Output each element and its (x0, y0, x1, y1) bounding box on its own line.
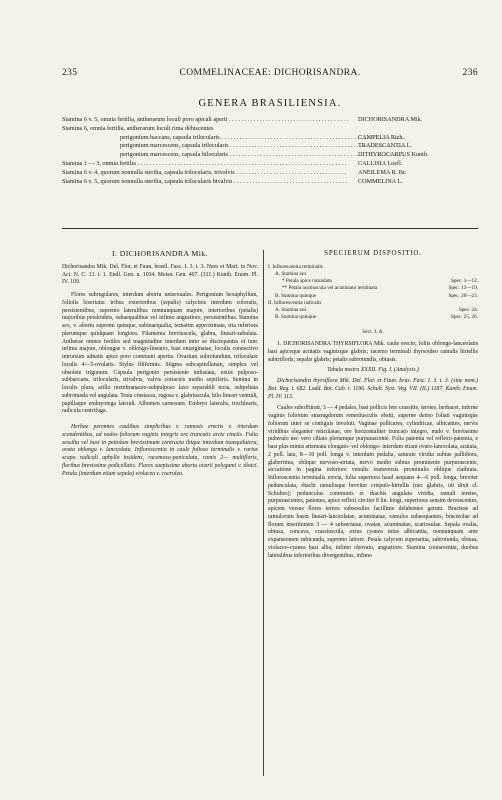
disposition-row (268, 264, 478, 271)
species-heading: 1. DICHORISANDRA THYRSIFLORA Mik. caule erecto; foliis oblongo-lanceolatis basi apiceque acutatis vaginisque glabris; racemo terminali thyrsoideo ramulis hirtellis subtriflorís; sepalis glabris; petalis subrotundis, obtusis. (268, 341, 478, 363)
genera-row-description: perigonium marcescens, capsula bilocularis . . . (62, 151, 406, 160)
genera-row-genus: ANEILEMA R. Br. (358, 168, 407, 176)
disposition-row (268, 278, 478, 285)
genera-row (62, 151, 478, 160)
right-column (268, 250, 478, 564)
page-number-left: 235 (62, 68, 78, 78)
genera-row-genus: DICHORISANDRA Mik. (358, 116, 423, 123)
disposition-text: II. Inflorescentia radicalis (268, 299, 322, 306)
disposition-text: B. Stamina quinque (275, 314, 317, 321)
genus-description (62, 292, 258, 416)
genus-title: I. DICHORISANDRA Mik. (112, 249, 208, 258)
genera-row (62, 116, 478, 125)
genera-row-description: Stamina 6, omnia fertilia, antherarum loculi rima dehiscentes (62, 124, 214, 132)
disposition-species-range: Spec. 13—19. (448, 285, 478, 292)
genera-row (62, 125, 478, 134)
genera-row-genus: COMMELINA L. (358, 177, 403, 185)
species-disposition (268, 264, 478, 322)
disposition-row (268, 300, 478, 307)
genera-row-genus: CAMPELIA Rich. (358, 133, 405, 141)
disposition-species-range: Spec. 25, 26. (451, 314, 478, 321)
running-title: COMMELINACEAE: DICHORISANDRA. (179, 68, 361, 78)
genera-row-genus: DITHYROCARPUS Kunth. (358, 151, 429, 159)
disposition-row (268, 271, 478, 278)
genera-key-table (62, 116, 478, 186)
disposition-row (268, 314, 478, 321)
species-description: Caules suboffitrati, 3 — 4 pedales, basi pollicis fere crassitie, teretes, herbacei, inferne vaginis foliorum smaragdorum remotiusculis obsiti, superne denso foliati vaginisque foliorum inter se contiguis involuti. Vaginae pollicares, cylindricae, albicantes, nervis viridibus eleganter reticulatae, ore horizontaliter truncato integro, nudo v. brevissime puberulo nec vero ciliato plerumque purpurascente. Folia patentia vel reflexo-patentia, e basi plus minus attenuata elongato- vel oblongo- interdum etiam ovato-lanceolata, acutata, 2 poll. lata, 8—10 poll. longa v. interdum pedalia, saturate viridia subtus pallidiora, glaberrima, oblique nervoso-striata, nervo medio subtus prominente purpurascente, siccatione in pagina inferiore venulis transversis prominulis oblique clathrata. Inflorescentia terminalis erecta, folia superiora haud aequans 4—6 poll. longa, breviter pedunculata, rhachi ramulisque breviter crispulo-hirtellis (nec glabris, uti dixit cl. Schultes); pedunculus communis et rhachis angulata viridia, ramuli teretes, purpurascentes, patentes, apice reflexi circiter 8 lin. longi, superiores sensim decrescentes, apicem versus flores ternos subsessiles facillime delabentes gerunt. Bracteae ad ramulorum basin lineari-lanceolatae, acuminatae, ramulos subaequantes, bracteolae ad florum insertionem 3 — 4 subseriatae, ovatae, acuminatae, scariosulae. Sepala ovalia, obtusa, concava, crassiuscula, extus cyanea intus albicantia, nonnunquam ante expansionem rubicunda, supremo latiore. Petala calycem superantia, subrotunda, obtusa, violaceo-cyanea basi alba, infimo obovato, angustiore. Stamina connaventia, duobus lateralibus inferioribus divergentibus, infimo (268, 405, 478, 559)
running-head (62, 68, 478, 82)
genera-row-genus: CALLISIA Loefl. (358, 159, 403, 167)
genera-row-description: Stamina 6 v. 4, quorum nonnulla sterilia, capsula trilocularis, trivalvis . . . (62, 169, 348, 178)
plate-reference: Tabula nostra XXXII. Fig. I. (Analysis.) (327, 367, 419, 374)
genera-row (62, 178, 478, 187)
section-title: GENERA BRASILIENSIA. (198, 98, 342, 109)
disposition-row (268, 307, 478, 314)
description-paragraph: Flores subregulares, interdum abortu unisexuales. Perigonium hexaphyllum, foliolis biseriatis: tribus exterioribus (sepalis) calycinis interdum coloratis, persistentibus, supremo lateralibus nonnunquam majore, interioribus (petalis) majoribus petaloideis, subaequalibus vel infimo angustiore, persistentibus. Stamina sex, v. abortu supremi quinque, subinaequalia, ternatim approximata, tria inferiora plerumque quidquam longiora. Filamenta breviuscula, glabra, lineari-subulata. Antherae omnes fertiles sed magnitudine interdum inter se discrepantes et tunc infima majore, oblongae v. oblongo-lineares, basi emarginatae, loculis connectivo introrsum adnatis apice poro communi apertis. Ovarium subrotundum, triloculare loculis 4—5-ovulatis. Stylus filiformis. Stigma subcapitellatum, simplex vel obsolete trigonum. Capsula perigonio persistente indusiata, extus pulposo-subbaccans, trilocularis, trivalvis, valvis coriaceis medio septiferis. Semina in loculis plura, arillo membranaceo-subpulposo laxo separabili tecta, subpeltata subrotunda vel angulata. Testa crustacea, rugosa v. glabriuscula, hilo lineari ventrali, papillaque embryotega laterali. Albumen carnosum. Embryo lateralis, trochlearis, radicula centrifuga. (62, 292, 258, 415)
species-synonymy: Dichorisandra thyrsiflora Mik. Del. Flor. et Faun. bras. Fasc. I. 3. t. 3. (sine nom.) Bot. Reg. t. 682. Lodd. Bot. Cab. t. 1196. Schult. Syst. Veg. VII. (II.) 1187. Kunth. Enum. Pl. IV. 113. (268, 378, 478, 400)
disposition-species-range: Spec. 1—12. (451, 278, 478, 285)
genera-row (62, 134, 478, 143)
genera-row-description: perigonium marcescens, capsula trilocularis . . . (62, 142, 406, 151)
page-number-right: 236 (462, 68, 478, 78)
disposition-species-range: Spec. 20—23. (448, 292, 478, 299)
disposition-text: A. Stamina sex (275, 306, 307, 313)
genera-row (62, 160, 478, 169)
disposition-text: ** Petala acutiuscula vel acuminato terminata (282, 285, 378, 292)
disposition-row (268, 293, 478, 300)
column-rule (263, 250, 264, 776)
left-column (62, 250, 258, 478)
disposition-text: B. Stamina quinque (275, 292, 317, 299)
horizontal-rule (62, 228, 478, 229)
disposition-row (268, 285, 478, 292)
genus-synonymy: Dichorisandra Mik. Del. Flor. et Faun. brasil. Fasc. I. 3. t. 3. Nees et Mart. in Nov. Act. N. C. 13. t. 1. Endl. Gen. n. 1034. Meisn. Gen. 407. (311.) Kunth. Enum. Pl. IV. 109. (62, 263, 258, 286)
disposition-species-range: Spec. 24. (458, 306, 478, 313)
genera-row-description: Stamina 1 — 3, omnia fertilia . . . (62, 160, 348, 169)
genera-row-genus: TRADESCANTIA L. (358, 142, 412, 150)
genus-habit: Herbae perennes caulibus simplicibus v. ramosis erectis v. interdum scandentibus, ad nodos foliorum vaginis integris ore truncatis arcte cinctis. Folia sessilia vel basi in petiolum brevissimum contracta ibique interdum inaequilatera, ovata oblonga v. lanceolata. Inflorescentia in caule folioso terminalis v. rarius scapo radicali aphyllo insidens, racemoso-paniculata, ramis 2— multifloris, floribus brevissime pedicellatis. Flores saepissime abortu ovarii polygami v. dioici. Petala (interdum etiam sepala) violacea v. coerulea. (62, 424, 258, 477)
genera-row-description: Stamina 6 v. 5, quorum nonnulla sterilia, capsula trilocularis bivalvis . . . (62, 178, 348, 187)
section-label: Sect. I. A. (362, 329, 384, 336)
genera-row (62, 169, 478, 178)
disposition-text: I. Inflorescentia terminalis (268, 263, 323, 270)
genera-row-description: Stamina 6 v. 5, omnia fertilia, antherarum loculi poro apicali aperti . . . (62, 116, 348, 125)
disposition-text: * Petala apice rotundata (282, 278, 332, 285)
genera-row-description: perigonium baccans, capsula trilocularis . . . (62, 134, 406, 143)
disposition-text: A. Stamina sex (275, 270, 307, 277)
disposition-title: SPECIERUM DISPOSITIO. (324, 249, 422, 257)
genera-row (62, 142, 478, 151)
